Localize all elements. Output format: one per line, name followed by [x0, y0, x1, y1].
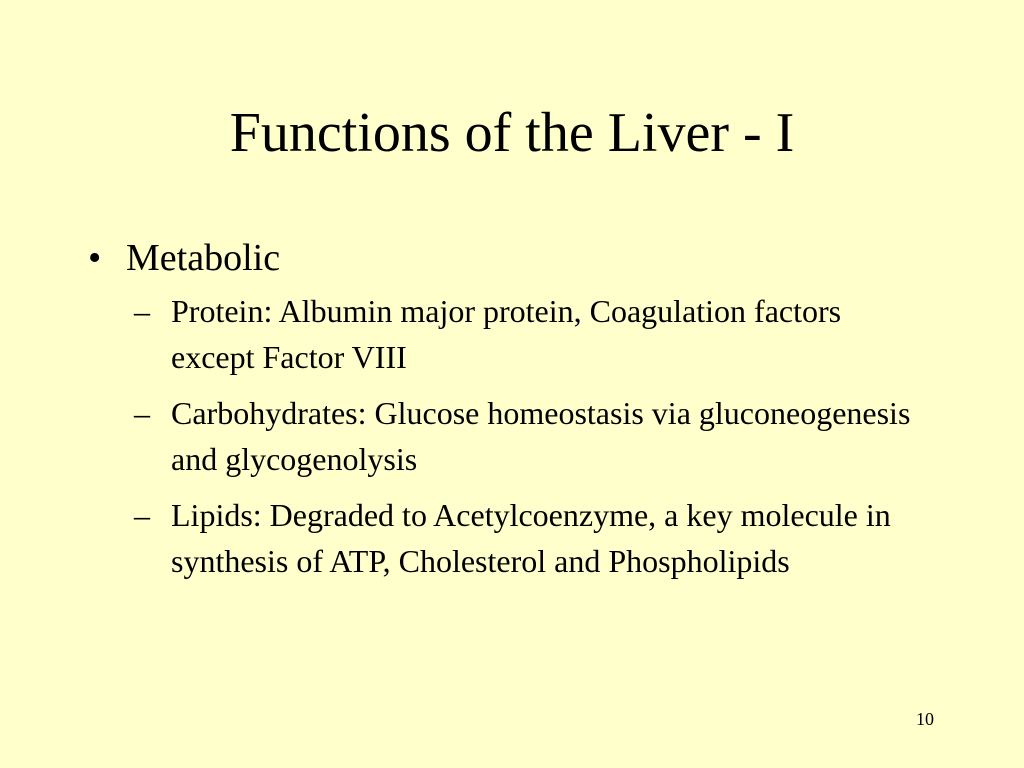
page-number: 10: [916, 709, 934, 729]
bullet-metabolic: [84, 234, 964, 282]
slide-title: Functions of the Liver - I: [229, 102, 795, 164]
sub-bullet-protein: [84, 288, 931, 380]
sub-bullet-list: [84, 288, 964, 584]
sub-bullet-lipids: [84, 492, 931, 584]
sub-bullet-marker: –: [134, 395, 150, 431]
sub-bullet-marker: –: [134, 497, 150, 533]
sub-bullet-text: Carbohydrates: Glucose homeostasis via gluconeogenesis and glycogenolysis: [171, 395, 911, 477]
bullet-text: Metabolic: [126, 237, 281, 279]
sub-bullet-carbohydrates: [84, 390, 931, 482]
sub-bullet-text: Lipids: Degraded to Acetylcoenzyme, a key molecule in synthesis of ATP, Cholesterol and Phospholipids: [171, 497, 891, 579]
bullet-marker: •: [88, 237, 102, 279]
sub-bullet-marker: –: [134, 293, 150, 329]
sub-bullet-text: Protein: Albumin major protein, Coagulation factors except Factor VIII: [171, 293, 842, 375]
slide-content: [84, 234, 964, 594]
